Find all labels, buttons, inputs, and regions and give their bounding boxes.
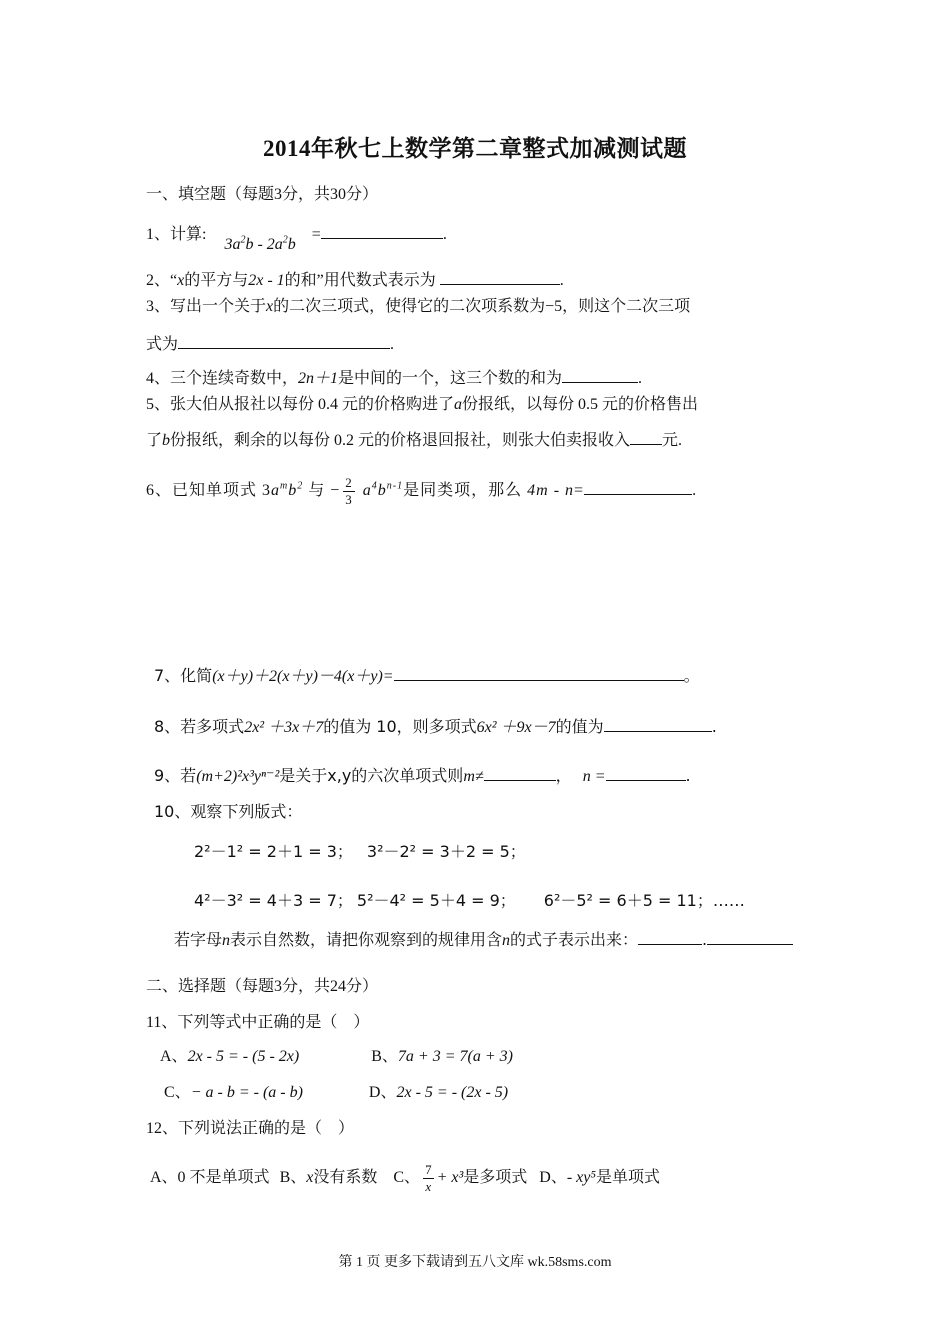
answer-blank-7[interactable] [394, 664, 684, 681]
answer-blank-10a[interactable] [638, 928, 702, 945]
pattern-row-2: 4²－3² = 4＋3 = 7； 5²－4² = 5＋4 = 9； 6²－5² = 6＋5 = 11；…… [194, 891, 745, 910]
question-9: 9、若(m+2)²x³yⁿ⁻²是关于x,y的六次单项式则m≠ ， n = . [154, 766, 691, 785]
answer-blank-3[interactable] [178, 332, 390, 349]
pattern-row-1: 2²－1² = 2＋1 = 3； 3²－2² = 3＋2 = 5； [194, 842, 526, 861]
question-3-line-1: 3、写出一个关于x的二次三项式，使得它的二次项系数为−5，则这个二次三项 [146, 298, 691, 315]
answer-blank-8[interactable] [604, 715, 712, 732]
answer-blank-6[interactable] [584, 478, 692, 495]
question-10-label: 10、观察下列版式： [154, 802, 303, 821]
answer-blank-1[interactable] [321, 222, 443, 239]
answer-blank-9-m[interactable] [484, 764, 556, 781]
question-12-options: A、0 不是单项式 B、x没有系数 C、 $\frac{7}{x}$ + x³是多项式 D、- xy⁵是单项式 [150, 1162, 660, 1194]
question-7: 7、化简(x＋y)＋2(x＋y)－4(x＋y)= 。 [154, 666, 700, 685]
question-1: 1、计算: $3a^2b - 2a^2b$ = . [146, 222, 447, 246]
question-3-line-2: 式为 . [146, 332, 394, 356]
page-title: 2014年秋七上数学第二章整式加减测试题 [263, 136, 687, 161]
answer-blank-2[interactable] [440, 268, 560, 285]
answer-blank-4[interactable] [562, 366, 638, 383]
answer-blank-9-n[interactable] [606, 764, 686, 781]
section-choice-heading: 二、选择题（每题3分，共24分） [146, 978, 379, 995]
question-2: 2、“x的平方与2x - 1的和”用代数式表示为 . [146, 268, 564, 292]
answer-blank-10b[interactable] [707, 928, 793, 945]
answer-blank-5[interactable] [630, 428, 662, 445]
page-footer: 第 1 页 更多下载请到五八文库 wk.58sms.com [338, 1255, 612, 1270]
question-5-line-2: 了b份报纸，剩余的以每份 0.2 元的价格退回报社，则张大伯卖报收入 元. [146, 428, 682, 452]
question-11-options-cd: C、− a - b = - (a - b) D、2x - 5 = - (2x - 5) [164, 1084, 509, 1101]
question-4: 4、三个连续奇数中，2n＋1是中间的一个，这三个数的和为 . [146, 366, 642, 390]
question-11-stem: 11、下列等式中正确的是（ ） [146, 1014, 370, 1031]
question-11-options-ab: A、2x - 5 = - (5 - 2x) B、7a + 3 = 7(a + 3) [160, 1048, 513, 1065]
section-fill-in-heading: 一、填空题（每题3分，共30分） [146, 186, 379, 203]
question-12-stem: 12、下列说法正确的是（ ） [146, 1120, 355, 1137]
question-6: 6、已知单项式 $3a^mb^2$ 与 − $\frac{2}{3}$ $a^4b^{n-1}$是同类项，那么 4m - n= . [146, 475, 698, 507]
question-8: 8、若多项式2x² ＋3x＋7的值为 10，则多项式6x² ＋9x－7的值为 . [154, 717, 717, 736]
question-10-ask: 若字母n表示自然数，请把你观察到的规律用含n的式子表示出来： . [174, 928, 793, 952]
question-5-line-1: 5、张大伯从报社以每份 0.4 元的价格购进了a份报纸，以每份 0.5 元的价格售出 [146, 396, 699, 413]
